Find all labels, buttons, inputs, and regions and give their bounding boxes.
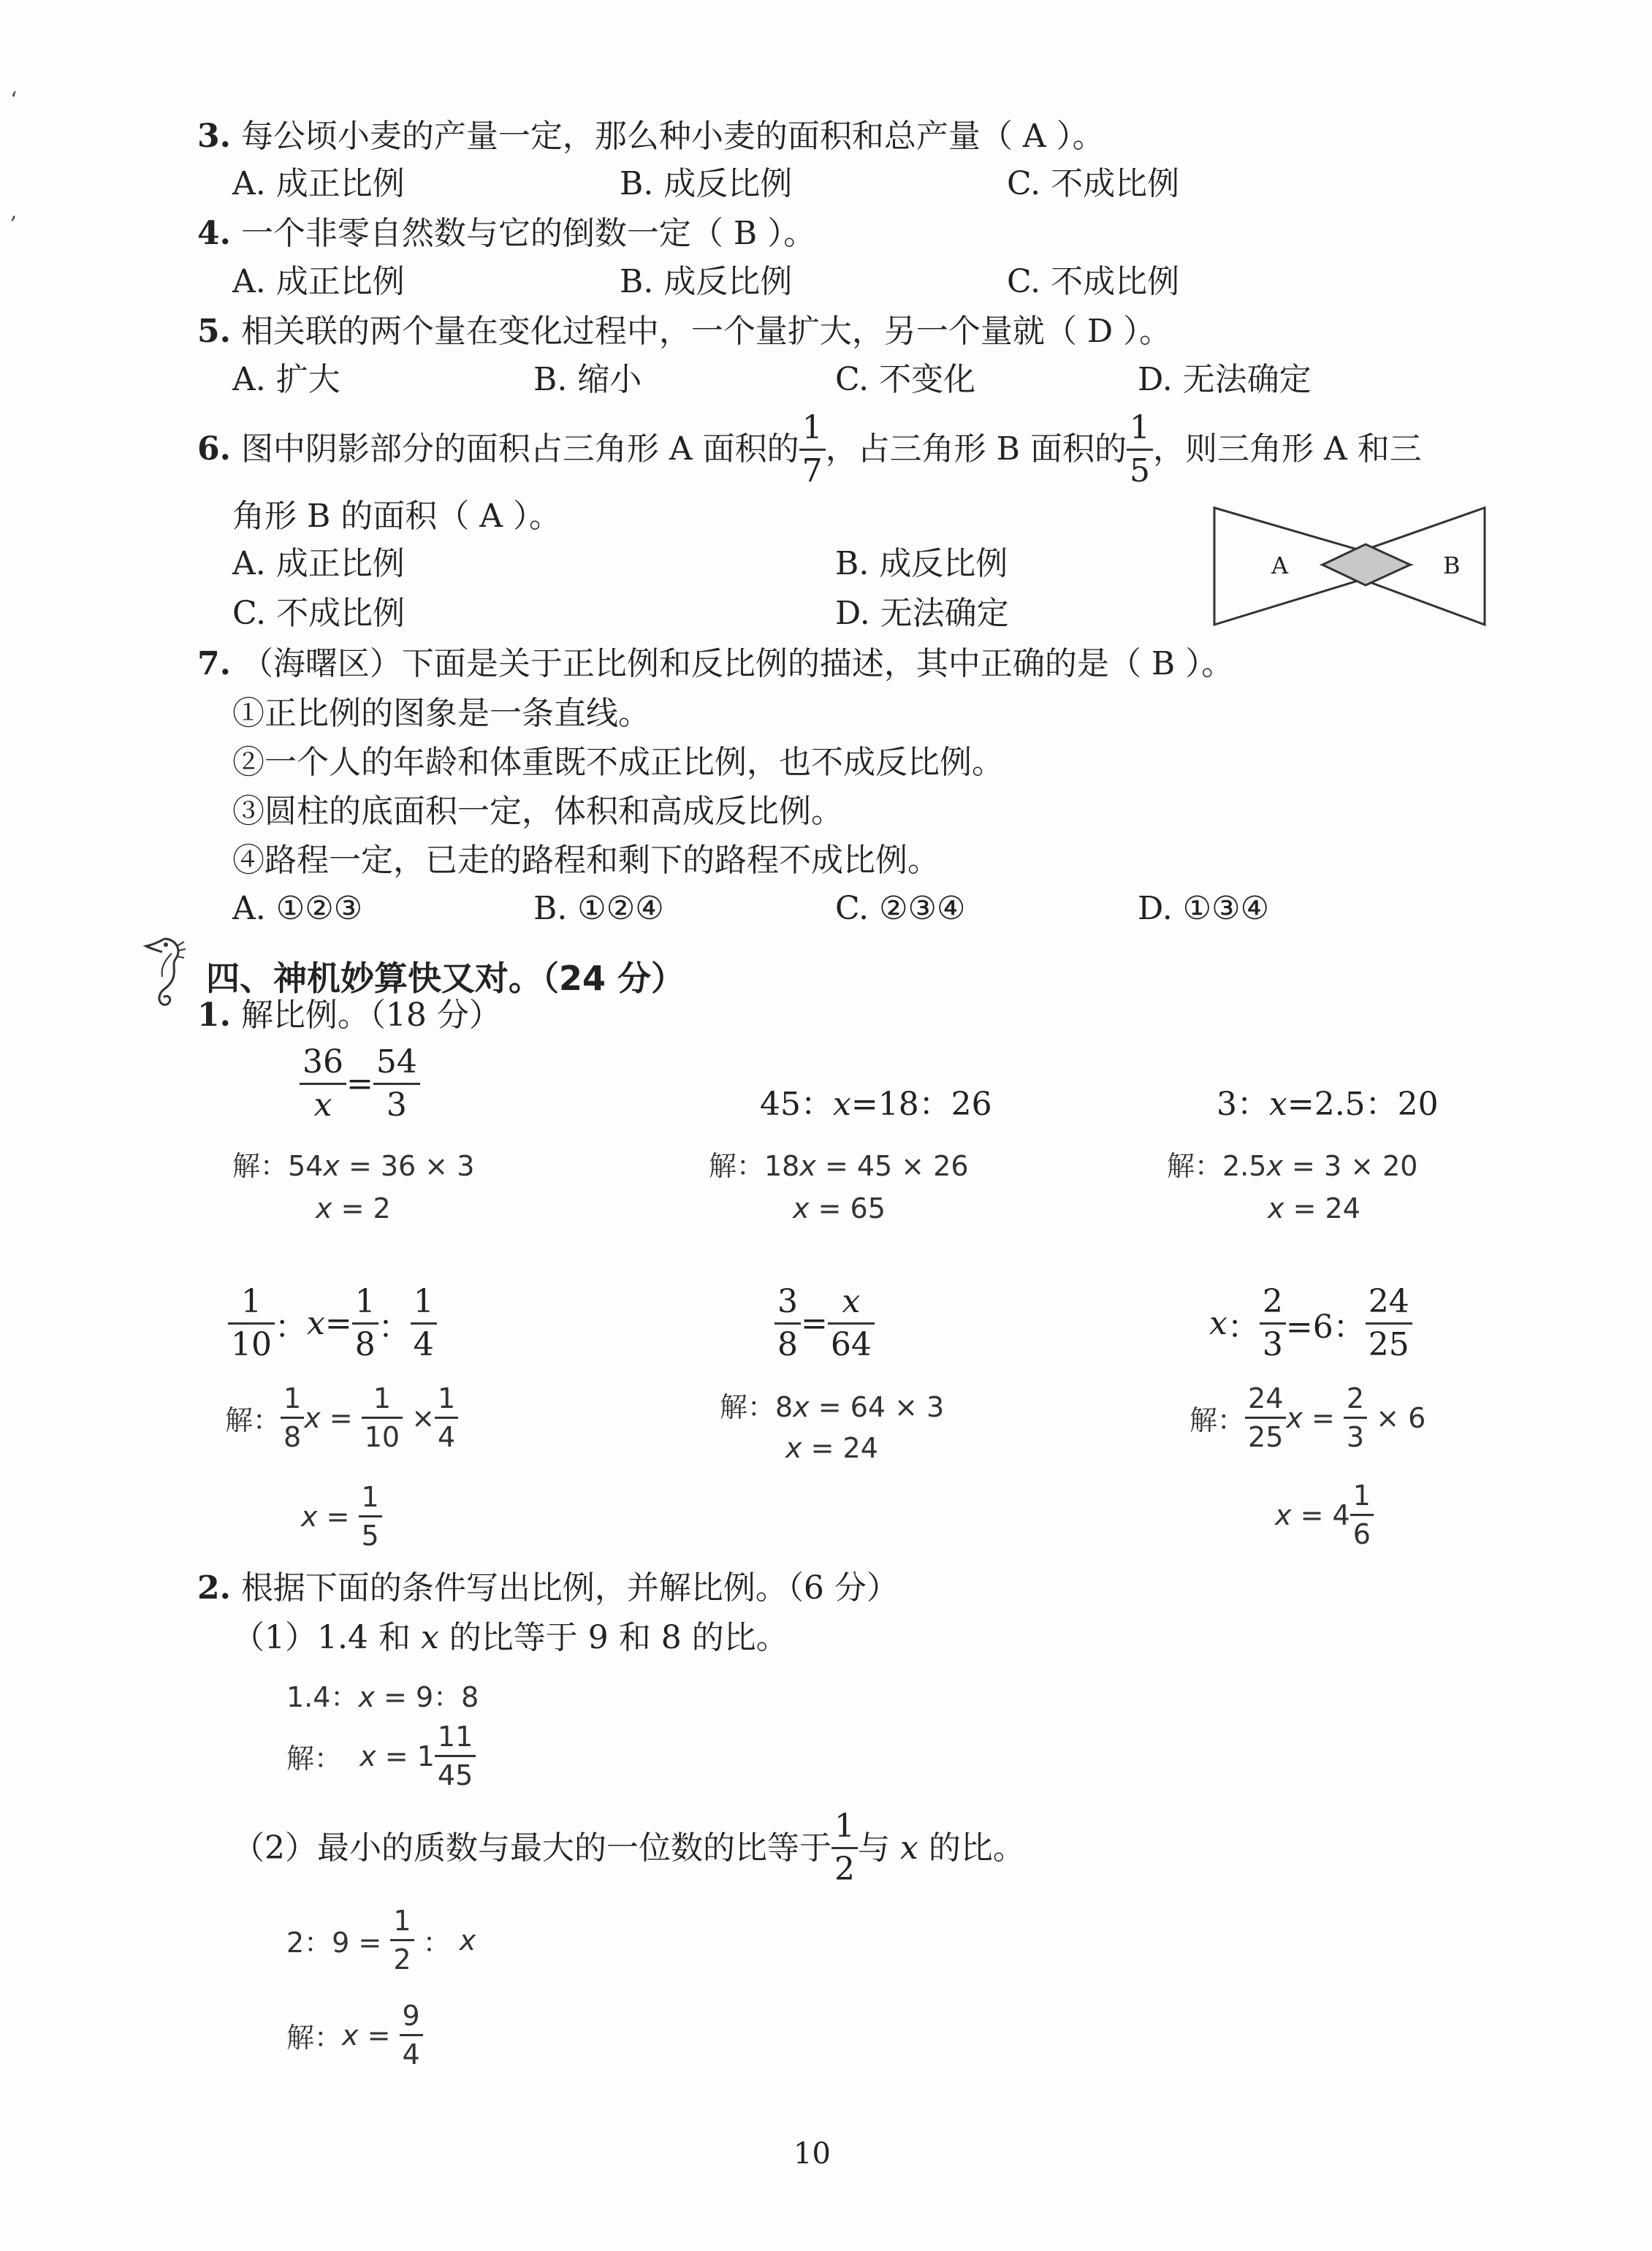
solution-2-answer xyxy=(793,1192,886,1224)
times-sign: × xyxy=(411,1401,435,1434)
option-b: B. ①②④ xyxy=(533,890,664,927)
answer-text: = 65 xyxy=(818,1192,886,1224)
solution-5-answer xyxy=(785,1432,878,1464)
denominator: 8 xyxy=(354,1326,376,1363)
variable: x xyxy=(1286,1401,1303,1434)
option-a: A. 成正比例 xyxy=(232,263,405,300)
option-c: C. ②③④ xyxy=(835,890,966,927)
question-number: 4. xyxy=(197,215,231,252)
equals-sign: = xyxy=(326,1500,350,1533)
equals-sign: = xyxy=(801,1305,828,1342)
numerator: 1 xyxy=(362,1385,403,1419)
denominator: 2 xyxy=(393,1943,411,1976)
question-text: （2）最小的质数与最大的一位数的比等于 xyxy=(232,1829,831,1867)
denominator: 5 xyxy=(361,1520,379,1552)
sub-question-2-answer xyxy=(286,2000,423,2071)
statement-4: ④路程一定，已走的路程和剩下的路程不成比例。 xyxy=(232,842,940,879)
denominator: 10 xyxy=(231,1326,272,1363)
times-sign: × 6 xyxy=(1376,1401,1426,1434)
solution-text: 解： xyxy=(1189,1404,1246,1436)
question-text: 与 xyxy=(858,1829,890,1867)
variable: x xyxy=(359,1740,376,1772)
solution-5-step xyxy=(720,1385,944,1425)
numerator: 1 xyxy=(1350,1482,1374,1516)
denominator: 25 xyxy=(1368,1326,1409,1363)
question-4 xyxy=(197,215,816,252)
variable: x xyxy=(1269,1086,1287,1123)
variable: x xyxy=(358,1681,375,1713)
equation-6 xyxy=(1209,1283,1412,1363)
variable: x xyxy=(793,1391,810,1423)
question-stem: 图中阴影部分的面积占三角形 A 面积的 xyxy=(240,430,799,468)
fraction xyxy=(799,408,826,490)
solution-text: 解：18 xyxy=(709,1150,800,1182)
part-1-title xyxy=(197,999,501,1032)
statement-2: ②一个人的年龄和体重既不成正比例，也不成反比例。 xyxy=(232,744,1004,781)
variable: x xyxy=(316,1192,332,1224)
question-stem: 每公顷小麦的产量一定，那么种小麦的面积和总产量（ A ）。 xyxy=(240,118,1105,155)
equals-sign: = xyxy=(329,1401,353,1434)
statement-1: ①正比例的图象是一条直线。 xyxy=(232,695,650,732)
denominator: 25 xyxy=(1248,1421,1284,1453)
numerator: 11 xyxy=(435,1723,476,1757)
work-text: = 9：8 xyxy=(384,1681,479,1713)
question-7 xyxy=(197,645,1234,682)
numerator: 1 xyxy=(411,1286,437,1325)
question-text: （1）1.4 和 xyxy=(232,1619,411,1656)
solution-1-step xyxy=(232,1143,474,1184)
colon: ： xyxy=(378,1308,411,1346)
equation-text: 3： xyxy=(1217,1086,1269,1123)
part-number: 1. xyxy=(197,997,231,1034)
numerator: 1 xyxy=(390,1907,414,1941)
solution-text: 解：8 xyxy=(720,1391,793,1423)
equation-text: 45： xyxy=(760,1086,833,1123)
solution-text: 解： xyxy=(225,1404,281,1436)
option-a: A. 扩大 xyxy=(232,361,340,398)
denominator: 5 xyxy=(1130,452,1150,490)
question-stem: ，则三角形 A 和三 xyxy=(1153,430,1422,468)
answer-text: = xyxy=(367,2019,391,2052)
sub-question-1 xyxy=(232,1619,788,1656)
fraction xyxy=(1127,408,1153,490)
denominator: 8 xyxy=(283,1421,302,1453)
option-c: C. 不变化 xyxy=(835,361,976,398)
question-5 xyxy=(197,313,1172,350)
option-d: D. 无法确定 xyxy=(1138,361,1312,398)
variable: x xyxy=(1209,1305,1227,1342)
solution-text: 解： xyxy=(286,1742,343,1775)
part-title: 根据下面的条件写出比例，并解比例。（6 分） xyxy=(240,1569,899,1607)
colon: ： xyxy=(275,1308,307,1346)
equation-4 xyxy=(228,1283,437,1363)
numerator: 1 xyxy=(352,1286,378,1325)
denominator: 6 xyxy=(1352,1518,1371,1550)
question-number: 7. xyxy=(197,645,231,682)
variable: x xyxy=(420,1619,439,1656)
option-d: D. ①③④ xyxy=(1138,890,1270,927)
part-title: 解比例。（18 分） xyxy=(240,997,501,1034)
numerator: 1 xyxy=(228,1286,275,1325)
numerator: 54 xyxy=(373,1046,420,1085)
question-text: 的比等于 9 和 8 的比。 xyxy=(449,1619,788,1656)
solution-4-answer xyxy=(301,1483,382,1550)
solution-6-step xyxy=(1189,1382,1426,1453)
denominator: 45 xyxy=(437,1759,473,1791)
option-a: A. ①②③ xyxy=(232,890,363,927)
variable: x xyxy=(1268,1192,1284,1224)
variable: x xyxy=(833,1086,851,1123)
solution-2-step xyxy=(709,1143,969,1184)
equation-1 xyxy=(300,1043,420,1124)
answer-text: = 24 xyxy=(810,1432,878,1464)
triangles-figure xyxy=(1213,500,1491,632)
sub-question-1-work xyxy=(286,1675,479,1715)
variable: x xyxy=(1275,1498,1292,1531)
equation-text: =2.5：20 xyxy=(1287,1086,1439,1123)
option-c: C. 不成比例 xyxy=(1007,165,1180,202)
variable: x xyxy=(304,1401,321,1434)
equals-sign: = xyxy=(346,1065,373,1102)
numerator: 1 xyxy=(359,1483,382,1517)
solution-3-step xyxy=(1167,1143,1417,1184)
question-stem: （海曙区）下面是关于正比例和反比例的描述，其中正确的是（ B ）。 xyxy=(240,645,1234,682)
numerator: 3 xyxy=(774,1286,801,1325)
denominator: 3 xyxy=(1262,1326,1283,1363)
equals-sign: = xyxy=(1311,1401,1335,1434)
denominator: 10 xyxy=(364,1421,400,1453)
shaded-region xyxy=(1322,544,1410,585)
solution-3-answer xyxy=(1268,1192,1360,1224)
numerator: x xyxy=(828,1286,875,1325)
denominator: 2 xyxy=(834,1851,855,1888)
denominator: 7 xyxy=(802,452,823,490)
numerator: 2 xyxy=(1260,1286,1286,1325)
variable: x xyxy=(799,1150,816,1182)
equation-text: =6： xyxy=(1285,1308,1366,1346)
variable: x xyxy=(785,1432,802,1464)
denominator: 4 xyxy=(402,2038,420,2071)
option-c: C. 不成比例 xyxy=(1007,263,1180,300)
variable: x xyxy=(459,1924,476,1957)
part-number: 2. xyxy=(197,1569,231,1607)
question-stem: 一个非零自然数与它的倒数一定（ B ）。 xyxy=(240,215,816,252)
variable: x xyxy=(323,1150,340,1182)
equation-5 xyxy=(774,1283,875,1363)
solution-text: 解：54 xyxy=(232,1150,324,1182)
variable: x xyxy=(342,2019,359,2052)
solution-4-step xyxy=(225,1382,458,1453)
section-4-title: 四、神机妙算快又对。（24 分） xyxy=(206,959,685,998)
denominator: 4 xyxy=(438,1421,456,1453)
solution-text: 解： xyxy=(286,2022,343,2054)
sub-question-2 xyxy=(232,1810,1025,1886)
statement-3: ③圆柱的底面积一定，体积和高成反比例。 xyxy=(232,793,843,830)
numerator: 2 xyxy=(1344,1385,1367,1419)
numerator: 24 xyxy=(1245,1385,1286,1419)
solution-6-answer xyxy=(1275,1479,1374,1550)
option-b: B. 成反比例 xyxy=(620,165,793,202)
sub-question-2-work xyxy=(286,1905,476,1976)
option-d: D. 无法确定 xyxy=(835,595,1009,632)
question-stem: ，占三角形 B 面积的 xyxy=(825,430,1127,468)
equation-2 xyxy=(760,1078,992,1124)
numerator: 9 xyxy=(400,2002,423,2036)
question-text: 的比。 xyxy=(928,1829,1025,1867)
solution-text: = 64 × 3 xyxy=(818,1391,945,1423)
option-a: A. 成正比例 xyxy=(232,545,405,582)
equation-3 xyxy=(1217,1078,1439,1124)
solution-text: 解：2.5 xyxy=(1167,1150,1267,1182)
numerator: 1 xyxy=(1127,412,1153,451)
numerator: 1 xyxy=(799,412,826,451)
denominator: 8 xyxy=(777,1326,798,1363)
answer-text: = 2 xyxy=(340,1192,391,1224)
question-number: 6. xyxy=(197,430,231,468)
numerator: 1 xyxy=(435,1385,458,1419)
option-b: B. 缩小 xyxy=(533,361,642,398)
variable: x xyxy=(793,1192,810,1224)
numerator: 1 xyxy=(831,1810,858,1849)
variable: x xyxy=(301,1500,318,1533)
denominator: 3 xyxy=(1346,1421,1365,1453)
label-a: A xyxy=(1271,552,1289,579)
equals-sign: = xyxy=(324,1305,352,1342)
equation-text: =18：26 xyxy=(850,1086,992,1123)
colon: ： xyxy=(1227,1308,1260,1346)
question-stem-continued: 角形 B 的面积（ A ）。 xyxy=(232,498,562,535)
denominator: 4 xyxy=(413,1326,434,1363)
answer-text: = 1 xyxy=(384,1740,435,1772)
numerator: 36 xyxy=(300,1046,346,1085)
work-text: 2：9 = xyxy=(286,1927,382,1959)
option-a: A. 成正比例 xyxy=(232,165,405,202)
solution-text: = 36 × 3 xyxy=(348,1150,475,1182)
margin-mark: , xyxy=(10,199,18,224)
option-b: B. 成反比例 xyxy=(835,545,1008,582)
page-number: 10 xyxy=(793,2137,831,2171)
label-b: B xyxy=(1443,552,1461,579)
margin-mark: ‘ xyxy=(10,88,18,113)
part-2-title xyxy=(197,1569,899,1607)
question-number: 3. xyxy=(197,118,231,155)
denominator: 3 xyxy=(386,1086,407,1124)
variable: x xyxy=(307,1305,325,1342)
solution-text: = 3 × 20 xyxy=(1292,1150,1418,1182)
variable: x xyxy=(900,1829,918,1867)
question-stem: 相关联的两个量在变化过程中，一个量扩大，另一个量就（ D ）。 xyxy=(240,313,1172,350)
question-number: 5. xyxy=(197,313,231,350)
question-6 xyxy=(197,409,1422,490)
question-3 xyxy=(197,118,1105,155)
option-b: B. 成反比例 xyxy=(620,263,793,300)
denominator: 64 xyxy=(830,1326,872,1363)
numerator: 24 xyxy=(1366,1286,1412,1325)
numerator: 1 xyxy=(281,1385,304,1419)
answer-text: = 4 xyxy=(1300,1498,1350,1531)
work-text: 1.4： xyxy=(286,1681,359,1713)
seahorse-icon xyxy=(132,932,190,1012)
option-c: C. 不成比例 xyxy=(232,595,406,632)
solution-1-answer xyxy=(316,1192,391,1224)
sub-question-1-answer xyxy=(286,1723,476,1789)
answer-text: = 24 xyxy=(1293,1192,1360,1224)
solution-text: = 45 × 26 xyxy=(824,1150,969,1182)
variable: x xyxy=(1266,1150,1283,1182)
work-text: ： xyxy=(422,1927,451,1959)
denominator: x xyxy=(313,1086,332,1124)
